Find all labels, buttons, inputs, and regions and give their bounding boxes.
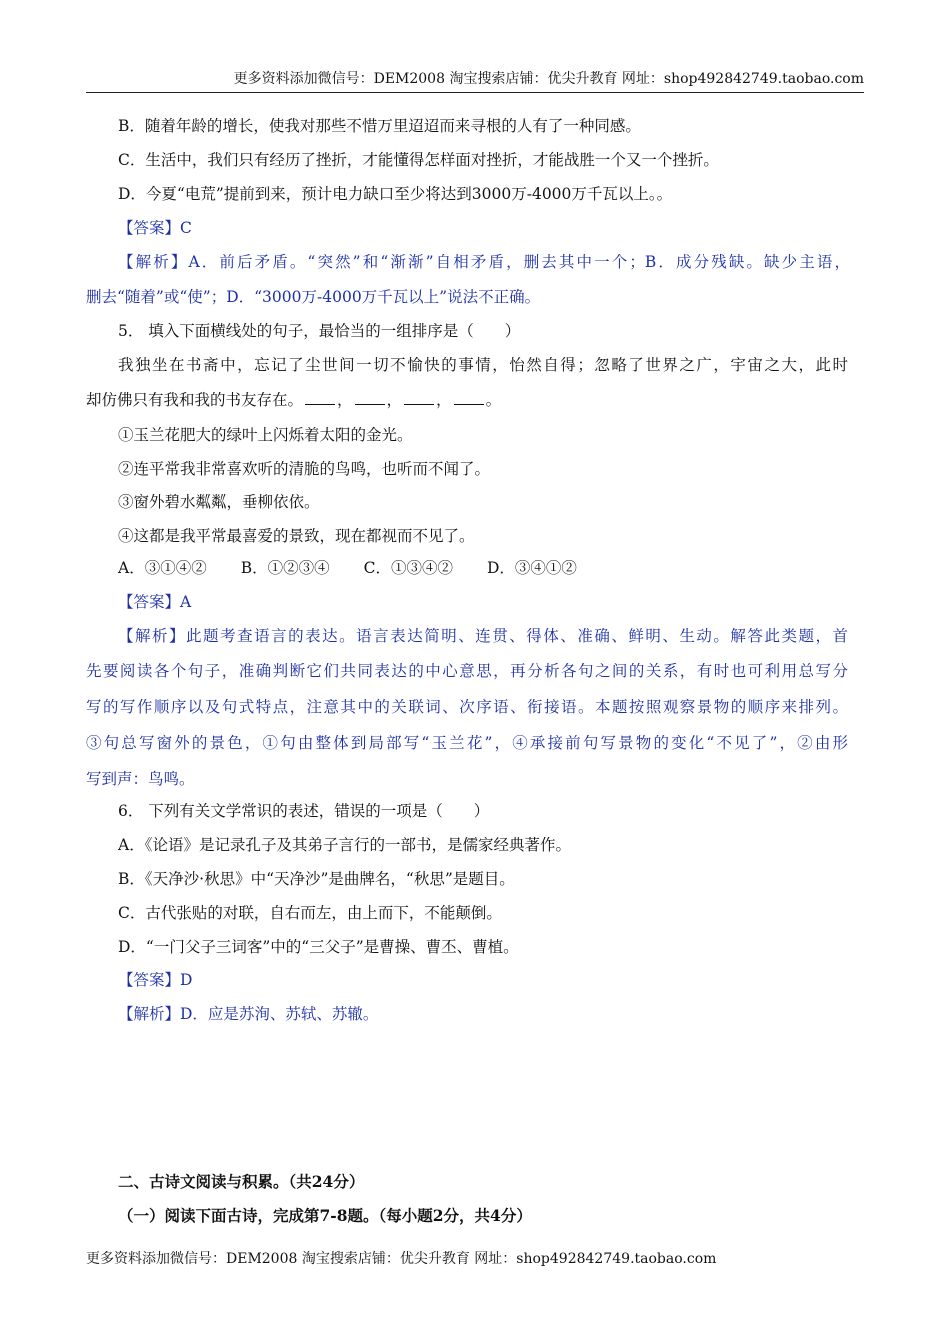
q5-passage-text: 却仿佛只有我和我的书友存在。 <box>86 391 304 409</box>
q5-analysis-line4: ③句总写窗外的景色，①句由整体到局部写“玉兰花”，④承接前句写景物的变化“不见了”，②由形 <box>86 734 848 752</box>
q5-sentence-4: ④这都是我平常最喜爱的景致，现在都视而不见了。 <box>118 527 475 545</box>
q4-analysis-line2: 删去“随着”或“使”；D．“3000万-4000万千瓦以上”说法不正确。 <box>86 288 541 306</box>
q5-analysis-line2: 先要阅读各个句子，准确判断它们共同表达的中心意思，再分析各句之间的关系，有时也可利用总写分 <box>86 662 848 680</box>
q5-sentence-3: ③窗外碧水粼粼，垂柳依依。 <box>118 493 320 511</box>
q4-option-d: D．今夏“电荒”提前到来，预计电力缺口至少将达到3000万-4000万千瓦以上。。 <box>118 185 673 203</box>
q6-option-d: D．“一门父子三词客”中的“三父子”是曹操、曹丕、曹植。 <box>118 938 519 956</box>
q6-option-b: B．《天净沙·秋思》中“天净沙”是曲牌名，“秋思”是题目。 <box>118 870 515 888</box>
q5-analysis-line5: 写到声：鸟鸣。 <box>86 770 195 788</box>
blank-3 <box>404 390 434 405</box>
page-header: 更多资料添加微信号：DEM2008 淘宝搜索店铺：优尖升教育 网址：shop492842749.taobao.com <box>86 68 864 93</box>
separator: ， <box>386 391 403 409</box>
q6-option-a: A．《论语》是记录孔子及其弟子言行的一部书，是儒家经典著作。 <box>118 836 571 854</box>
q5-option-b: B．①②③④ <box>240 559 330 577</box>
q4-analysis-line1: 【解析】A．前后矛盾。“突然”和“渐渐”自相矛盾，删去其中一个；B．成分残缺。缺少主语， <box>118 253 850 271</box>
q5-sentence-1: ①玉兰花肥大的绿叶上闪烁着太阳的金光。 <box>118 426 413 444</box>
q5-option-d: D．③④①② <box>486 559 577 577</box>
blank-1 <box>305 390 335 405</box>
q5-stem: 5． 填入下面横线处的句子，最恰当的一组排序是（ ） <box>118 322 521 340</box>
blank-4 <box>454 390 484 405</box>
period: 。 <box>485 391 502 409</box>
q4-option-c: C．生活中，我们只有经历了挫折，才能懂得怎样面对挫折，才能战胜一个又一个挫折。 <box>118 151 719 169</box>
q5-option-c: C．①③④② <box>363 559 453 577</box>
q5-options <box>118 558 611 578</box>
section-2-title: 二、古诗文阅读与积累。（共24分） <box>118 1172 365 1191</box>
q5-sentence-2: ②连平常我非常喜欢听的清脆的鸟鸣，也听而不闻了。 <box>118 460 491 478</box>
separator: ， <box>337 391 353 409</box>
q4-answer: 【答案】C <box>118 219 192 237</box>
q5-passage-line2 <box>86 390 501 410</box>
page-footer: 更多资料添加微信号：DEM2008 淘宝搜索店铺：优尖升教育 网址：shop492842749.taobao.com <box>86 1251 717 1267</box>
q5-option-a: A．③①④② <box>118 559 207 577</box>
section-2-subtitle: （一）阅读下面古诗，完成第7-8题。（每小题2分，共4分） <box>118 1206 532 1225</box>
q4-option-b: B．随着年龄的增长，使我对那些不惜万里迢迢而来寻根的人有了一种同感。 <box>118 117 641 135</box>
q6-answer: 【答案】D <box>118 971 193 989</box>
blank-2 <box>355 390 385 405</box>
separator: ， <box>436 391 452 409</box>
q5-analysis-line3: 写的写作顺序以及句式特点，注意其中的关联词、次序语、衔接语。本题按照观察景物的顺序来排列。 <box>86 698 848 716</box>
q5-passage-line1: 我独坐在书斋中，忘记了尘世间一切不愉快的事情，怡然自得；忽略了世界之广，宇宙之大，此时 <box>118 356 848 374</box>
q6-option-c: C．古代张贴的对联，自右而左，由上而下，不能颠倒。 <box>118 904 502 922</box>
q5-answer: 【答案】A <box>118 593 192 611</box>
q6-analysis: 【解析】D．应是苏洵、苏轼、苏辙。 <box>118 1005 379 1023</box>
q6-stem: 6． 下列有关文学常识的表述，错误的一项是（ ） <box>118 802 490 820</box>
q5-analysis-line1: 【解析】此题考查语言的表达。语言表达简明、连贯、得体、准确、鲜明、生动。解答此类题，首 <box>118 627 848 645</box>
